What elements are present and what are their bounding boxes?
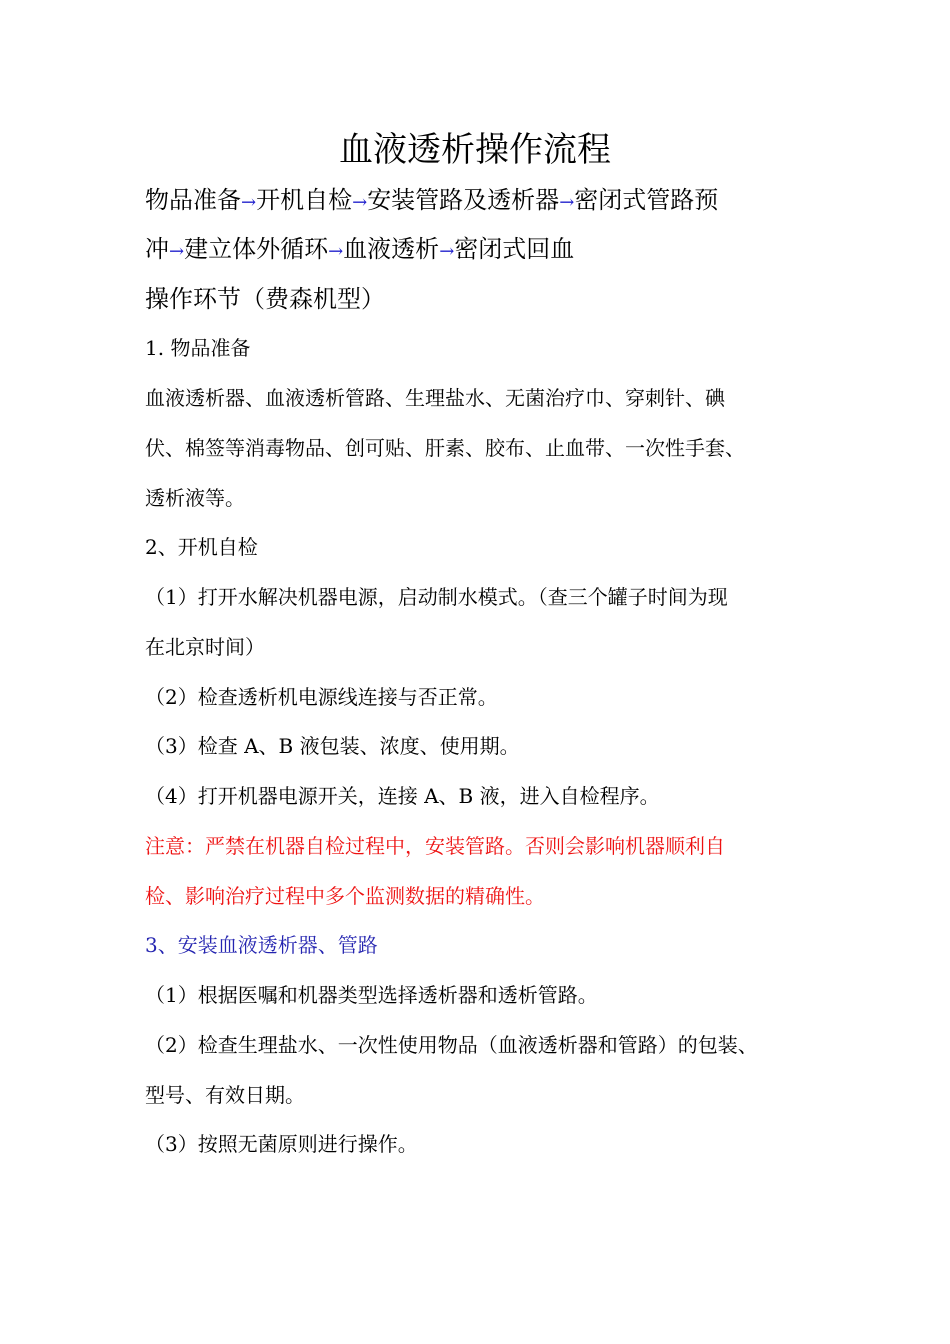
paragraph-line: （2）检查透析机电源线连接与否正常。 [145,685,498,709]
paragraph-line: （4）打开机器电源开关，连接 A、B 液，进入自检程序。 [145,784,660,808]
flow-step: 密闭式管路预 [574,186,719,214]
paragraph-line: 型号、有效日期。 [145,1083,305,1107]
flow-step: 安装管路及透析器 [367,186,560,214]
flow-step: 冲 [145,235,169,263]
flow-row-2 [145,231,574,270]
section-heading: 操作环节（费森机型） [145,285,385,313]
section-3-heading: 3、安装血液透析器、管路 [145,933,378,957]
paragraph-line: （1）根据医嘱和机器类型选择透析器和透析管路。 [145,983,598,1007]
arrow-right-icon: → [328,241,344,262]
flow-step: 建立体外循环 [184,235,329,263]
warning-line: 检、影响治疗过程中多个监测数据的精确性。 [145,884,545,908]
paragraph-line: （2）检查生理盐水、一次性使用物品（血液透析器和管路）的包装、 [145,1033,758,1057]
arrow-right-icon: → [439,241,455,262]
section-2-heading: 2、开机自检 [145,535,258,559]
flow-step: 物品准备 [145,186,241,214]
section-1-heading: 1. 物品准备 [145,336,251,360]
flow-step: 开机自检 [256,186,353,214]
arrow-right-icon: → [169,241,185,262]
warning-line: 注意：严禁在机器自检过程中，安装管路。否则会影响机器顺利自 [145,834,725,858]
arrow-right-icon: → [352,192,368,213]
flow-row-1 [145,182,718,221]
paragraph-line: 透析液等。 [145,486,245,510]
flow-step: 密闭式回血 [454,235,575,263]
paragraph-line: （1）打开水解决机器电源，启动制水模式。（查三个罐子时间为现 [145,585,728,609]
paragraph-line: 血液透析器、血液透析管路、生理盐水、无菌治疗巾、穿刺针、碘 [145,386,725,410]
arrow-right-icon: → [559,192,575,213]
paragraph-line: （3）检查 A、B 液包装、浓度、使用期。 [145,734,520,758]
paragraph-line: 在北京时间） [145,635,265,659]
flow-step: 血液透析 [343,235,440,263]
paragraph-line: （3）按照无菌原则进行操作。 [145,1132,418,1156]
paragraph-line: 伏、棉签等消毒物品、创可贴、肝素、胶布、止血带、一次性手套、 [145,436,745,460]
page-title: 血液透析操作流程 [339,130,611,170]
arrow-right-icon: → [241,192,257,213]
